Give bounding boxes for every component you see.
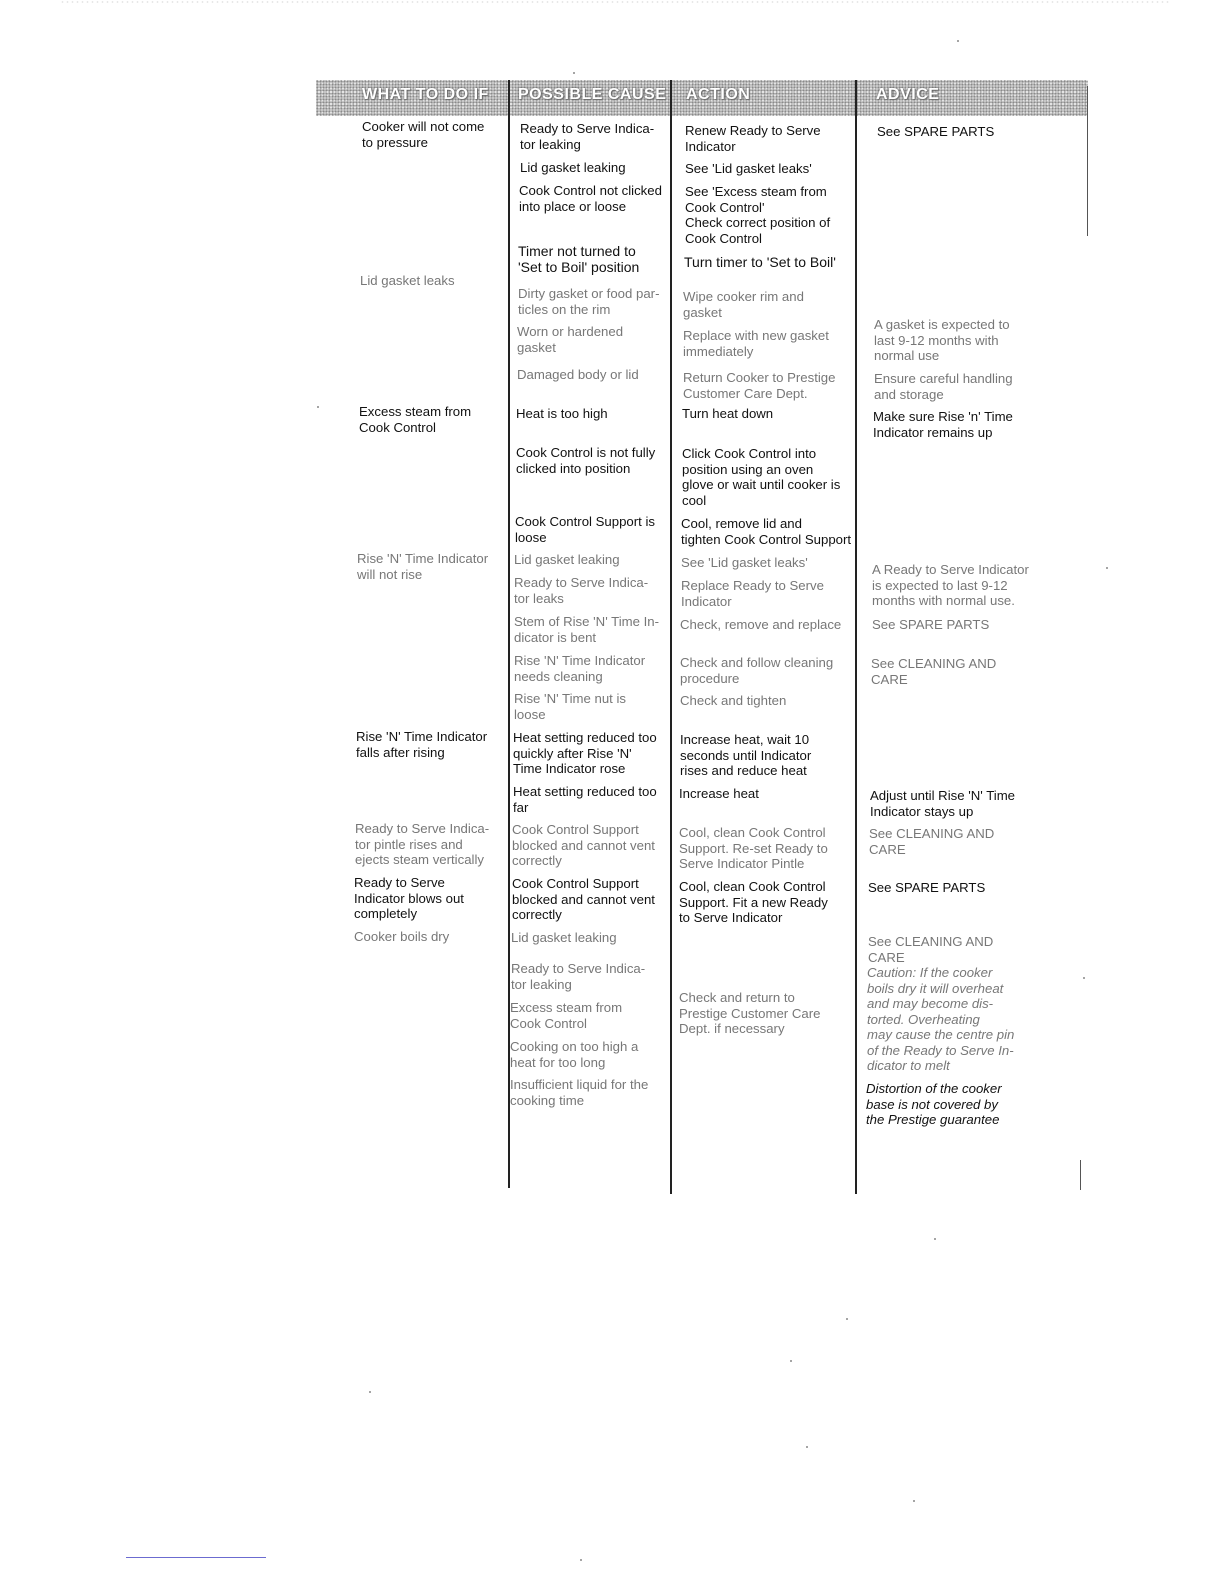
cause-item: Lid gasket leaking [514, 552, 620, 567]
scan-speck [573, 72, 575, 74]
problem-pintle-ejects-steam: Ready to Serve Indica- tor pintle rises and ejects steam vertically [355, 821, 490, 867]
advice-item: See CLEANING AND CARE [869, 826, 995, 857]
cause-item: Heat setting reduced too quickly after Rise 'N' Time Indicator rose [513, 730, 657, 776]
cause-item: Timer not turned to 'Set to Boil' position [518, 243, 640, 275]
cause-item: Ready to Serve Indica- tor leaks [514, 575, 649, 606]
cause-item: Worn or hardened gasket [517, 324, 624, 355]
scan-noise [60, 0, 1170, 4]
header-advice: ADVICE [876, 86, 940, 103]
cause-item: Cook Control is not fully clicked into position [516, 445, 656, 476]
scan-speck [317, 406, 319, 408]
cause-item: Heat is too high [516, 406, 608, 421]
cause-item: Rise 'N' Time Indicator needs cleaning [514, 653, 646, 684]
action-item: Check, remove and replace [680, 617, 842, 632]
scan-speck [957, 40, 959, 42]
action-item: See 'Lid gasket leaks' [681, 555, 808, 570]
advice-item: See SPARE PARTS [872, 617, 990, 632]
scan-speck [913, 1500, 915, 1502]
cause-item: Lid gasket leaking [520, 160, 626, 175]
cause-item: Ready to Serve Indica- tor leaking [520, 121, 655, 152]
action-item: Cool, clean Cook Control Support. Re-set Ready to Serve Indicator Pintle [679, 825, 828, 871]
scan-speck [934, 1238, 936, 1240]
advice-item: See CLEANING AND CARE [871, 656, 997, 687]
action-item: Replace with new gasket immediately [683, 328, 829, 359]
action-item: Renew Ready to Serve Indicator [685, 123, 821, 154]
header-action: ACTION [686, 86, 751, 103]
action-item: Wipe cooker rim and gasket [683, 289, 804, 320]
cause-item: Stem of Rise 'N' Time In- dicator is bent [514, 614, 660, 645]
scan-speck [1083, 977, 1085, 979]
column-divider-3 [855, 80, 857, 1194]
advice-item: A Ready to Serve Indicator is expected to last 9-12 months with normal use. [872, 562, 1029, 608]
cause-item: Lid gasket leaking [511, 930, 617, 945]
cause-item: Heat setting reduced too far [513, 784, 657, 815]
cause-item: Dirty gasket or food par- ticles on the rim [518, 286, 660, 317]
action-item: Increase heat, wait 10 seconds until Indicator rises and reduce heat [680, 732, 812, 778]
cause-item: Ready to Serve Indica- tor leaking [511, 961, 646, 992]
action-item: Click Cook Control into position using an oven glove or wait until cooker is cool [682, 446, 841, 508]
problem-indicator-falls: Rise 'N' Time Indicator falls after rising [356, 729, 488, 760]
action-item: See 'Excess steam from Cook Control' Check correct position of Cook Control [685, 184, 831, 246]
action-item: Turn heat down [682, 406, 774, 421]
action-item: Check and follow cleaning procedure [680, 655, 834, 686]
cause-item: Insufficient liquid for the cooking time [510, 1077, 649, 1108]
action-item: Replace Ready to Serve Indicator [681, 578, 824, 609]
problem-excess-steam: Excess steam from Cook Control [359, 404, 472, 435]
advice-item: See CLEANING AND CARE [868, 934, 994, 965]
cause-item: Cooking on too high a heat for too long [510, 1039, 639, 1070]
problem-indicator-will-not-rise: Rise 'N' Time Indicator will not rise [357, 551, 489, 582]
action-item: Turn timer to 'Set to Boil' [684, 254, 836, 270]
advice-item: See SPARE PARTS [868, 880, 986, 895]
action-item: Return Cooker to Prestige Customer Care Dept. [683, 370, 836, 401]
header-possible-cause: POSSIBLE CAUSE [518, 86, 667, 103]
cause-item: Cook Control Support is loose [515, 514, 656, 545]
scan-speck [846, 1318, 848, 1320]
column-divider-2 [670, 80, 672, 1194]
cause-item: Cook Control Support blocked and cannot vent correctly [512, 822, 655, 868]
problem-lid-gasket-leaks: Lid gasket leaks [360, 273, 455, 288]
action-item: Cool, clean Cook Control Support. Fit a new Ready to Serve Indicator [679, 879, 828, 925]
problem-cooker-no-pressure: Cooker will not come to pressure [362, 119, 485, 150]
scan-speck [1106, 567, 1108, 569]
action-item: Check and return to Prestige Customer Care Dept. if necessary [679, 990, 821, 1036]
cause-item: Excess steam from Cook Control [510, 1000, 623, 1031]
footer-rule [126, 1557, 266, 1558]
advice-item: See SPARE PARTS [877, 124, 995, 139]
cause-item: Rise 'N' Time nut is loose [514, 691, 627, 722]
cause-item: Cook Control Support blocked and cannot vent correctly [512, 876, 655, 922]
advice-caution: Caution: If the cooker boils dry it will overheat and may become dis- torted. Overheating may cause the centre pin of the Ready to Serve In- dicator to melt [867, 965, 1015, 1073]
advice-item: Adjust until Rise 'N' Time Indicator stays up [870, 788, 1016, 819]
advice-item: A gasket is expected to last 9-12 months with normal use [874, 317, 1010, 363]
scan-speck [580, 1559, 582, 1561]
header-what-to-do-if: WHAT TO DO IF [362, 86, 489, 103]
cause-item: Damaged body or lid [517, 367, 639, 382]
cause-item: Cook Control not clicked into place or loose [519, 183, 662, 214]
advice-item: Ensure careful handling and storage [874, 371, 1013, 402]
scan-speck [790, 1360, 792, 1362]
right-edge-line [1087, 86, 1088, 236]
action-item: Cool, remove lid and tighten Cook Control Support [681, 516, 852, 547]
scan-speck [369, 1391, 371, 1393]
action-item: See 'Lid gasket leaks' [685, 161, 812, 176]
scan-speck [806, 1446, 808, 1448]
problem-indicator-blows-out: Ready to Serve Indicator blows out completely [354, 875, 464, 921]
advice-guarantee-note: Distortion of the cooker base is not covered by the Prestige guarantee [866, 1081, 1002, 1127]
action-item: Increase heat [679, 786, 759, 801]
problem-cooker-boils-dry: Cooker boils dry [354, 929, 450, 944]
advice-item: Make sure Rise 'n' Time Indicator remains up [873, 409, 1013, 440]
right-edge-line-bottom [1080, 1160, 1081, 1190]
action-item: Check and tighten [680, 693, 787, 708]
